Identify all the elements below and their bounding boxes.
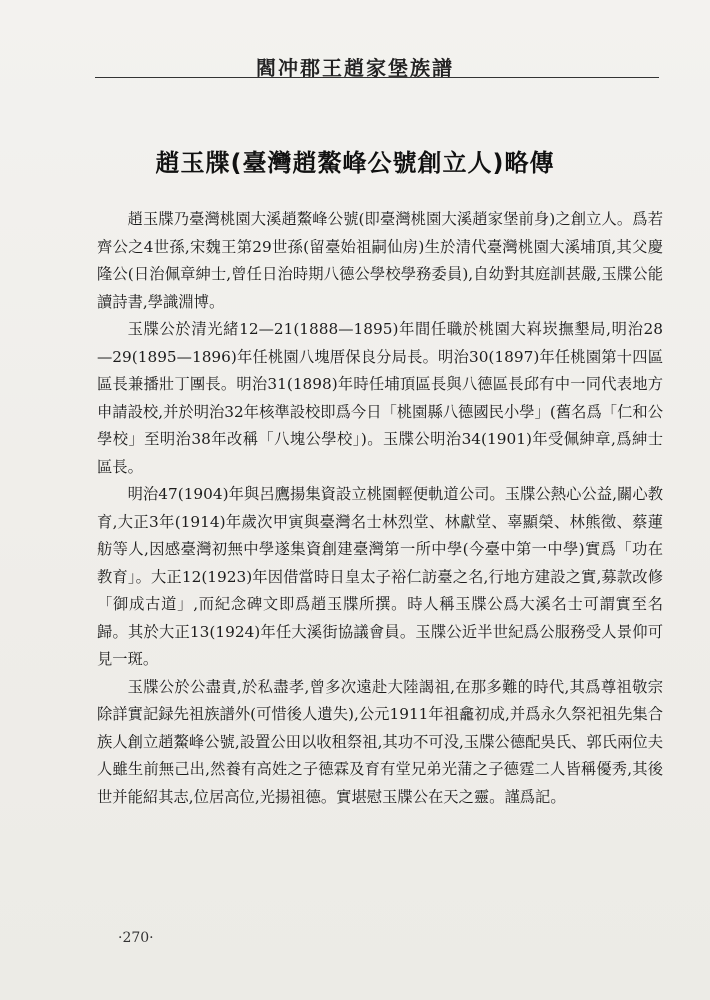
page-number: ·270· (118, 930, 154, 946)
header-rule (95, 77, 659, 78)
running-head: 閻冲郡王趙家堡族譜 (256, 56, 454, 80)
paragraph-3: 明治47(1904)年與呂鷹揚集資設立桃園輕便軌道公司。玉牒公熱心公益,關心教育,大正3年(1914)年歲次甲寅與臺灣名士林烈堂、林獻堂、辜顯榮、林熊徵、蔡蓮舫等人,因感臺灣初無中學遂集資創建臺灣第一所中學(今臺中第一中學)實爲「功在教育」。大正12(1923)年因借當時日皇太子裕仁訪臺之名,行地方建設之實,募款改修「御成古道」,而紀念碑文即爲趙玉牒所撰。時人稱玉牒公爲大溪名士可謂實至名歸。其於大正13(1924)年任大溪街協議會員。玉牒公近半世紀爲公服務受人景仰可見一斑。 (97, 485, 663, 668)
paragraph-2: 玉牒公於清光緒12—21(1888—1895)年間任職於桃園大嵙崁撫墾局,明治28—29(1895—1896)年任桃園八塊厝保良分局長。明治30(1897)年任桃園第十四區區長兼播壯丁團長。明治31(1898)年時任埔頂區長與八德區長邱有中一同代表地方申請設校,并於明治32年核準設校即爲今日「桃園縣八德國民小學」(舊名爲「仁和公學校」至明治38年改稱「八塊公學校」)。玉牒公明治34(1901)年受佩紳章,爲紳士區長。 (97, 320, 663, 476)
paragraph-4: 玉牒公於公盡責,於私盡孝,曾多次遠赴大陸謁祖,在那多難的時代,其爲尊祖敬宗除詳實記録先祖族譜外(可惜後人遺失),公元1911年祖龕初成,并爲永久祭祀祖先集合族人創立趙鰲峰公號,設置公田以收租祭祖,其功不可没,玉牒公德配吳氏、郭氏兩位夫人雖生前無己出,然養有高姓之子德霖及育有堂兄弟光蒲之子德霆二人皆稱優秀,其後世并能紹其志,位居高位,光揚祖德。實堪慰玉牒公在天之靈。謹爲記。 (97, 677, 663, 806)
paragraph-1: 趙玉牒乃臺灣桃園大溪趙鰲峰公號(即臺灣桃園大溪趙家堡前身)之創立人。爲若齊公之4世孫,宋魏王第29世孫(留臺始祖嗣仙房)生於清代臺灣桃園大溪埔頂,其父慶隆公(日治佩章紳士,曾任日治時期八德公學校學務委員),自幼對其庭訓甚嚴,玉牒公能讀詩書,學識淵博。 (97, 210, 663, 311)
page-title: 趙玉牒(臺灣趙鰲峰公號創立人)略傳 (155, 149, 555, 177)
body-text (97, 206, 663, 811)
